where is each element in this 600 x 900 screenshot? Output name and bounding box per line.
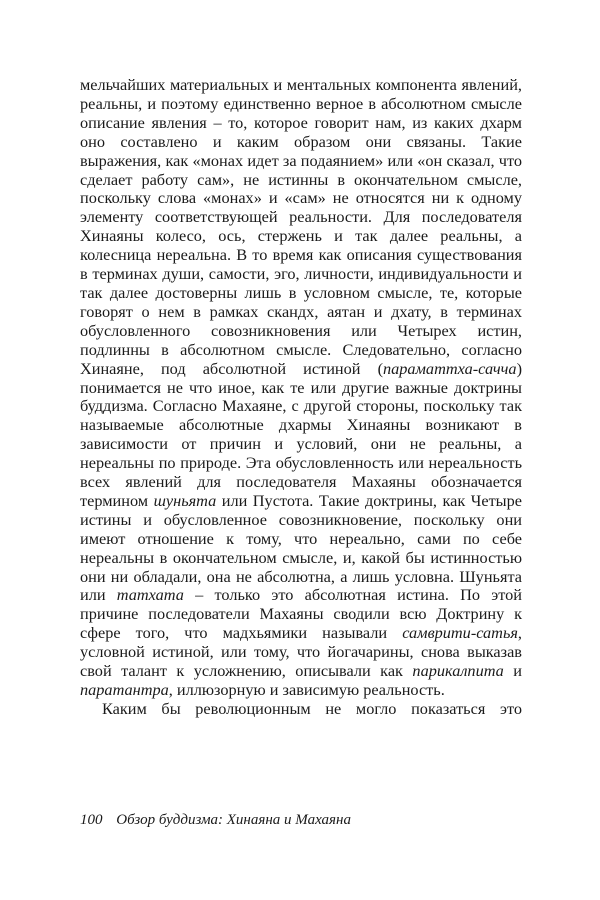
- text-run: , условной истиной, или тому, что йогачарины, снова выказав свой талант к усложнению, описывали как: [80, 623, 522, 681]
- page-number: 100: [80, 812, 103, 828]
- italic-term: шуньята: [153, 490, 217, 510]
- italic-term: параматтха-сачча: [382, 358, 517, 378]
- text-run: – только это абсолютная истина. По этой причине последователи Махаяны сводили всю Доктрину к сфере того, что мадхьямики называли: [80, 585, 522, 643]
- text-run: и: [503, 661, 522, 681]
- italic-term: татхата: [116, 585, 184, 605]
- text-run: мельчайших материальных и ментальных компонента явлений, реальны, и поэтому единственно верное в абсолютном смысле описание явления – то, которое говорит нам, из каких дхарм оно составлено и каким образом они связаны. Такие выражения, как «монах идет за подаянием» или «он сказал, что сделает работу сам», не истинны в окончательном смысле, поскольку слова «монах» и «сам» не относятся ни к одному элементу соответствующей реальности. Для последователя Хинаяны колесо, ось, стержень и так далее реальны, а колесница нереальна. В то время как описания существования в терминах души, самости, эго, личности, индивидуальности и так далее достоверны лишь в условном смысле, те, которые говорят о нем в рамках скандх, аятан и дхату, в терминах обусловленного совозникновения или Четырех истин, подлинны в абсолютном смысле. Следовательно, согласно Хинаяне, под абсолютной истиной (: [80, 75, 522, 378]
- text-run: или Пустота. Такие доктрины, как Четыре истины и обусловленное совозникновение, поскольку они имеют отношение к тому, что нереально, сами по себе нереальны в окончательном смысле, и, какой бы истинностью они ни обладали, она не абсолютна, а лишь условна. Шуньята или: [80, 490, 522, 605]
- page-body: [80, 76, 522, 719]
- italic-term: парикалпита: [412, 661, 504, 681]
- italic-term: самврити-сатья: [402, 623, 518, 643]
- body-paragraph-continued: Каким бы революционным не могло показаться это: [102, 698, 522, 718]
- italic-term: паратантра: [80, 680, 169, 699]
- text-run: ) понимается не что иное, как те или другие важные доктрины буддизма. Согласно Махаяне, с другой стороны, поскольку так называемые абсолютные дхармы Хинаяны возникают в зависимости от причин и условий, они не реальны, а нереальны по природе. Эта обусловленность или нереальность всех явлений для последователя Махаяны обозначается термином: [80, 358, 522, 510]
- page-footer: [80, 812, 522, 829]
- running-title: Обзор буддизма: Хинаяна и Махаяна: [116, 812, 351, 828]
- text-run: , иллюзорную и зависимую реальность.: [168, 680, 445, 699]
- body-paragraph: [80, 76, 522, 700]
